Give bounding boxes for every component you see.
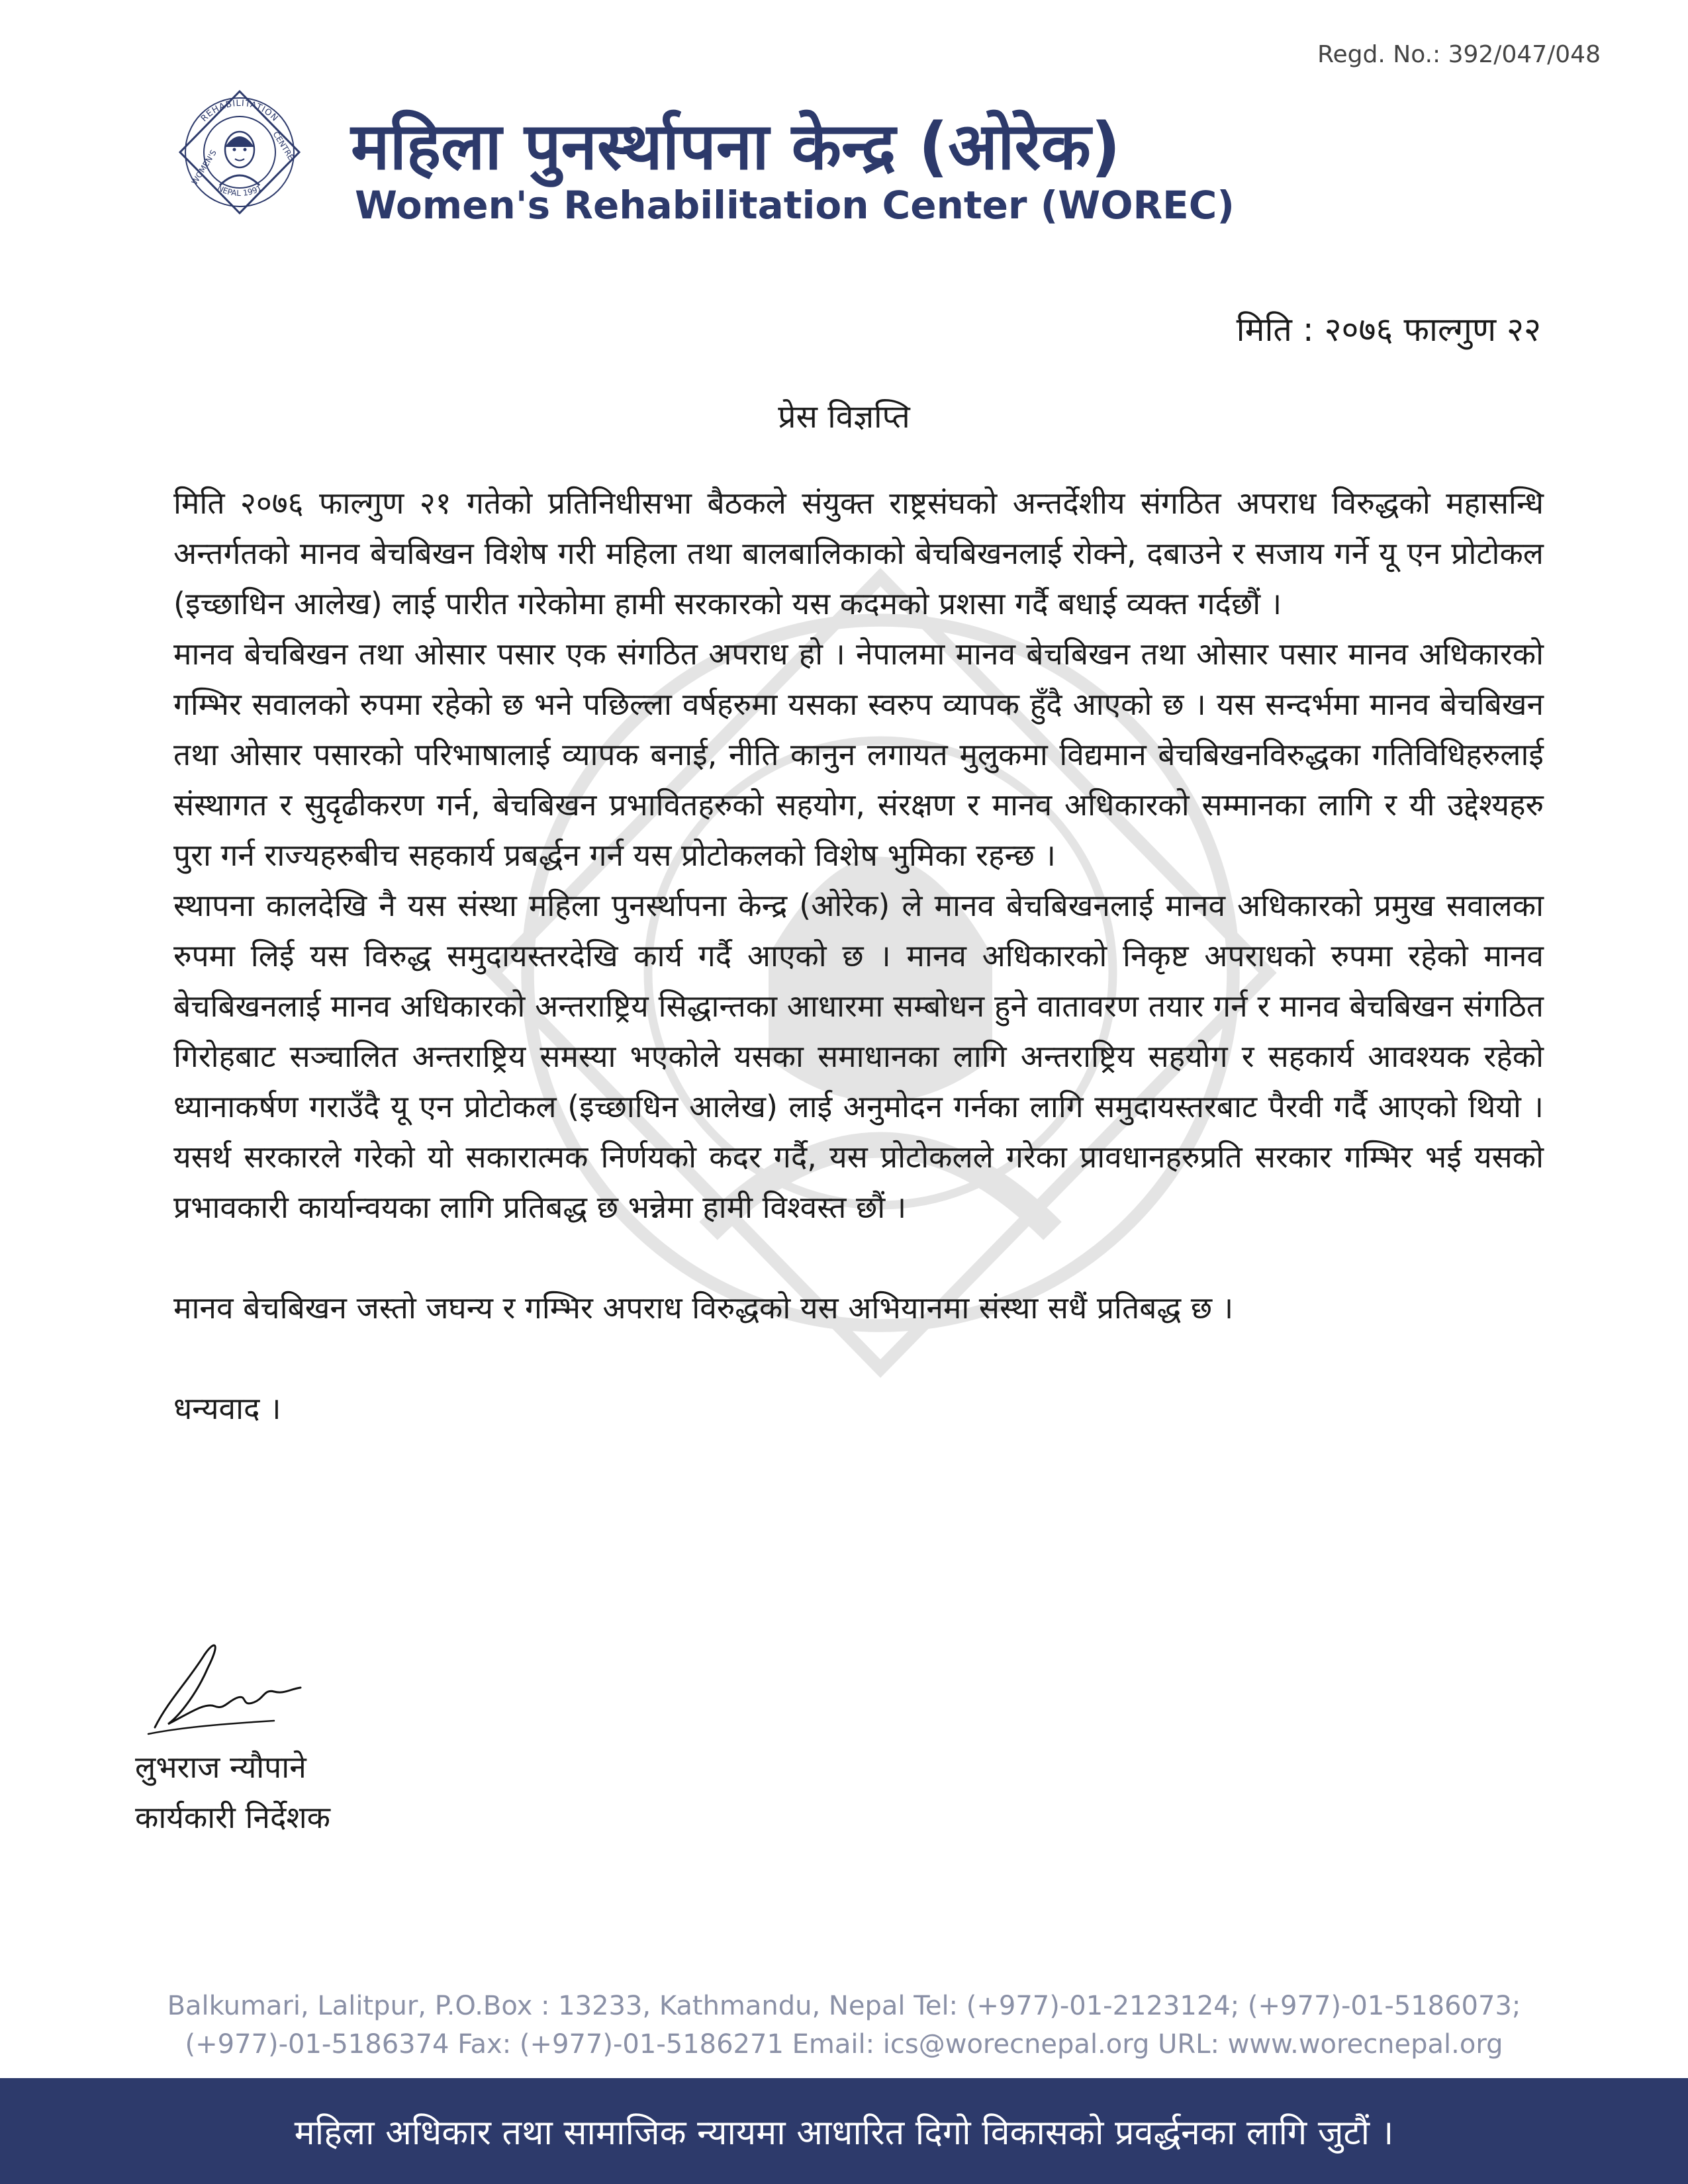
body-paragraph-4: मानव बेचबिखन जस्तो जघन्य र गम्भिर अपराध विरुद्धको यस अभियानमा संस्था सधैं प्रतिबद्ध छ । [173, 1290, 1234, 1326]
svg-text:REHABILITATION: REHABILITATION [199, 98, 281, 124]
signer-block [135, 1742, 330, 1843]
body-paragraph-2: मानव बेचबिखन तथा ओसार पसार एक संगठित अपराध हो । नेपालमा मानव बेचबिखन तथा ओसार पसार मानव अधिकारको गम्भिर सवालको रुपमा रहेको छ भने पछिल्ला वर्षहरुमा यसका स्वरुप व्यापक हुँदै आएको छ । यस सन्दर्भमा मानव बेचबिखन तथा ओसार पसारको परिभाषालाई व्यापक बनाई, नीति कानुन लगायत मुलुकमा विद्यमान बेचबिखनविरुद्धका गतिविधिहरुलाई संस्थागत र सुदृढीकरण गर्न, बेचबिखन प्रभावितहरुको सहयोग, संरक्षण र मानव अधिकारको सम्मानका लागि र यी उद्देश्यहरु पुरा गर्न राज्यहरुबीच सहकार्य प्रबर्द्धन गर्न यस प्रोटोकलको विशेष भुमिका रहन्छ । [173, 636, 1544, 873]
footer-address [0, 1987, 1688, 2064]
signer-title: कार्यकारी निर्देशक [135, 1799, 330, 1835]
signature-icon [142, 1628, 320, 1741]
closing-text: धन्यवाद । [173, 1390, 281, 1426]
body-paragraph-3: स्थापना कालदेखि नै यस संस्था महिला पुनर्स्थापना केन्द्र (ओरेक) ले मानव बेचबिखनलाई मानव अधिकारको प्रमुख सवालका रुपमा लिई यस विरुद्ध समुदायस्तरदेखि कार्य गर्दै आएको छ । मानव अधिकारको निकृष्ट अपराधको रुपमा रहेको मानव बेचबिखनलाई मानव अधिकारको अन्तराष्ट्रिय सिद्धान्तका आधारमा सम्बोधन हुने वातावरण तयार गर्न र मानव बेचबिखन संगठित गिरोहबाट सञ्चालित अन्तराष्ट्रिय समस्या भएकोले यसका समाधानका लागि अन्तराष्ट्रिय सहयोग र सहकार्य आवश्यक रहेको ध्यानाकर्षण गराउँदै यू एन प्रोटोकल (इच्छाधिन आलेख) लाई अनुमोदन गर्नका लागि समुदायस्तरबाट पैरवी गर्दै आएको थियो । यसर्थ सरकारले गरेको यो सकारात्मक निर्णयको कदर गर्दै, यस प्रोटोकलले गरेका प्रावधानहरुप्रति सरकार गम्भिर भई यसको प्रभावकारी कार्यान्वयका लागि प्रतिबद्ध छ भन्नेमा हामी विश्वस्त छौं । [173, 887, 1544, 1225]
svg-text:NEPAL 1991: NEPAL 1991 [216, 183, 263, 199]
footer-slogan-band [0, 2078, 1688, 2184]
footer-slogan: महिला अधिकार तथा सामाजिक न्यायमा आधारित दिगो विकासको प्रवर्द्धनका लागि जुटौं । [294, 2113, 1394, 2153]
body-paragraph-1: मिति २०७६ फाल्गुण २१ गतेको प्रतिनिधीसभा बैठकले संयुक्त राष्ट्रसंघको अन्तर्देशीय संगठित अपराध विरुद्धको महासन्धि अन्तर्गतको मानव बेचबिखन विशेष गरी महिला तथा बालबालिकाको बेचबिखनलाई रोक्ने, दबाउने र सजाय गर्ने यू एन प्रोटोकल (इच्छाधिन आलेख) लाई पारीत गरेकोमा हामी सरकारको यस कदमको प्रशसा गर्दै बधाई व्यक्त गर्दछौं । [173, 485, 1544, 621]
letter-body [173, 478, 1544, 1433]
letter-heading: प्रेस विज्ञप्ति [778, 398, 910, 435]
org-name-english: Women's Rehabilitation Center (WOREC) [355, 183, 1235, 228]
letter-date: मिति : २०७६ फाल्गुण २२ [1236, 310, 1541, 349]
worec-logo-icon [173, 86, 306, 218]
svg-text:WOMEN'S: WOMEN'S [189, 148, 218, 187]
registration-number: Regd. No.: 392/047/048 [1317, 41, 1601, 68]
signer-name: लुभराज न्यौपाने [135, 1749, 306, 1785]
org-name-nepali: महिला पुनर्स्थापना केन्द्र (ओरेक) [351, 109, 1121, 185]
svg-text:CENTRE: CENTRE [271, 130, 296, 162]
footer-address-line-2: (+977)-01-5186374 Fax: (+977)-01-5186271 Email: ics@worecnepal.org URL: www.worecnepal.org [185, 2029, 1503, 2060]
footer-address-line-1: Balkumari, Lalitpur, P.O.Box : 13233, Kathmandu, Nepal Tel: (+977)-01-2123124; (+977)-01-5186073; [167, 1991, 1521, 2021]
